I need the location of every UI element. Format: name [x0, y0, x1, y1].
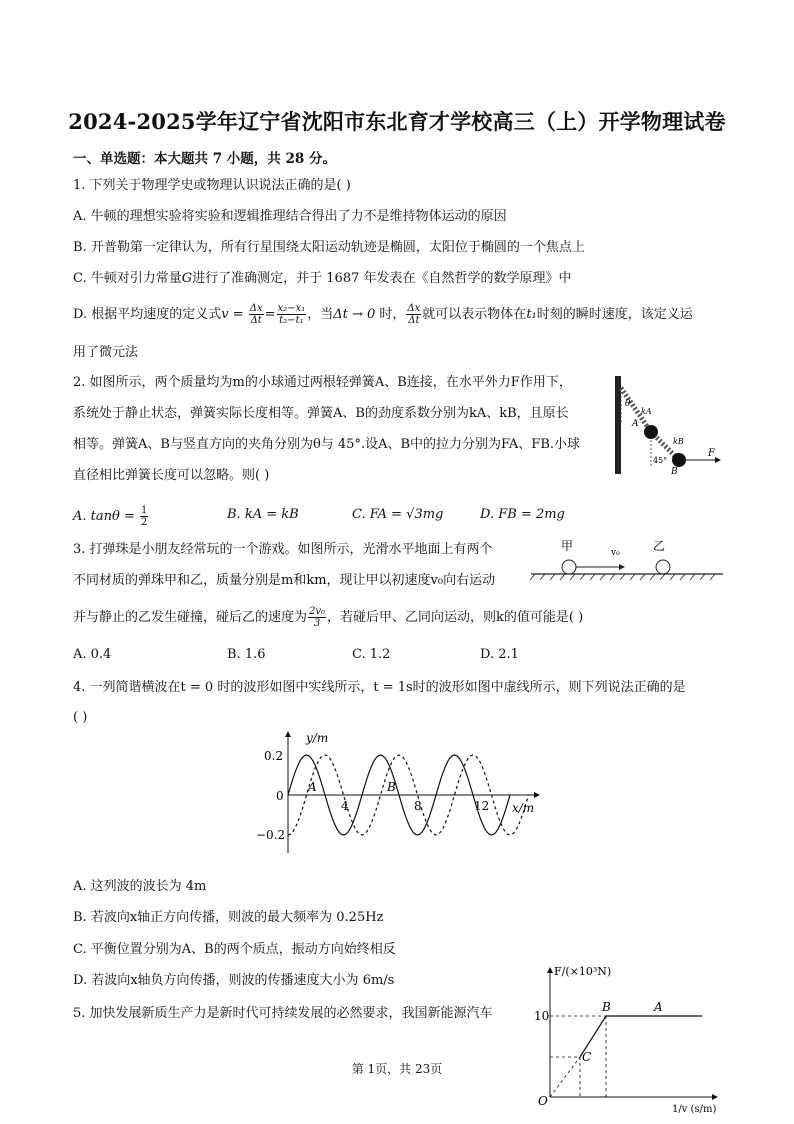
q1-c-var: G	[181, 271, 193, 286]
q1-option-d	[73, 303, 693, 326]
marble-jia	[562, 560, 576, 574]
y-axis-label: y/m	[306, 731, 329, 745]
q4-option-a: A. 这列波的波长为 4m	[73, 879, 207, 894]
q1-d-t1: t₁	[526, 307, 537, 322]
f-y-axis-arrow	[547, 967, 553, 973]
x-tick-8: 8	[414, 799, 422, 813]
q1-d-f3-den: Δt	[408, 315, 420, 326]
q3-option-a: A. 0.4	[73, 647, 112, 662]
q3-frac-num: 2v₀	[309, 606, 326, 617]
q1-d-cond: Δt → 0	[333, 307, 376, 322]
q1-d-post2: 时刻的瞬时速度，该定义运	[536, 307, 693, 322]
q1-stem: 1. 下列关于物理学史或物理认识说法正确的是( )	[73, 178, 351, 193]
label-ka: kA	[641, 407, 652, 416]
label-f: F	[708, 448, 715, 459]
q4-option-c: C. 平衡位置分别为A、B的两个质点，振动方向始终相反	[73, 942, 396, 957]
force-velocity-chart	[522, 962, 727, 1124]
q3-option-d: D. 2.1	[480, 647, 519, 662]
f-point-b: B	[602, 1000, 611, 1014]
point-a-label: A	[308, 780, 317, 794]
q2-a-num: 1	[141, 505, 148, 516]
label-yi: 乙	[653, 539, 666, 553]
wave-chart	[244, 728, 549, 858]
ball-upper	[644, 425, 658, 439]
marbles-figure	[527, 537, 727, 585]
marble-yi	[656, 560, 670, 574]
q3-line3-pre: 并与静止的乙发生碰撞，碰后乙的速度为	[73, 610, 308, 625]
point-b-label: B	[387, 780, 396, 794]
q3-option-b: B. 1.6	[227, 647, 266, 662]
label-b: B	[671, 467, 678, 476]
label-kb: kB	[673, 437, 684, 446]
q3-frac-den: 3	[313, 618, 321, 629]
y-tick-zero: 0	[276, 789, 284, 803]
x-tick-4: 4	[341, 799, 349, 813]
q1-d-f3-num: Δx	[407, 303, 421, 314]
velocity-arrowhead	[619, 564, 625, 570]
q3-line2: 不同材质的弹珠甲和乙，质量分别是m和km，现让甲以初速度v₀向右运动	[73, 573, 496, 588]
q1-c-post: 进行了准确测定，并于 1687 年发表在《自然哲学的数学原理》中	[192, 271, 572, 286]
q1-option-a: A. 牛顿的理想实验将实验和逻辑推理结合得出了力不是维持物体运动的原因	[73, 209, 507, 224]
label-jia: 甲	[561, 539, 574, 553]
f-point-c: C	[582, 1050, 592, 1064]
q1-d-frac1	[249, 303, 264, 326]
f-y-label: F/(×10³N)	[554, 965, 612, 978]
label-a: A	[632, 419, 639, 429]
q2-option-a	[73, 505, 149, 528]
label-theta: θ	[625, 399, 631, 409]
q1-d-pre: D. 根据平均速度的定义式	[73, 307, 222, 322]
page-title: 2024-2025学年辽宁省沈阳市东北育才学校高三（上）开学物理试卷	[68, 109, 726, 134]
q3-frac	[308, 606, 326, 629]
f-x-axis-arrow	[712, 1094, 718, 1100]
y-tick-top: 0.2	[264, 749, 284, 763]
q1-option-b: B. 开普勒第一定律认为，所有行星围绕太阳运动轨迹是椭圆，太阳位于椭圆的一个焦点上	[73, 240, 585, 255]
y-axis-arrow	[285, 731, 291, 737]
label-45: 45°	[653, 456, 668, 465]
q1-d-frac3	[406, 303, 421, 326]
ground-hatch	[530, 574, 715, 580]
x-tick-12: 12	[474, 799, 490, 813]
q2-line1: 2. 如图所示，两个质量均为m的小球通过两根轻弹簧A、B连接，在水平外力F作用下，	[73, 375, 572, 390]
q4-option-d: D. 若波向x轴负方向传播，则波的传播速度大小为 6m/s	[73, 973, 395, 988]
f-x-label: 1/v (s/m)	[672, 1104, 717, 1115]
y-tick-bottom: −0.2	[256, 828, 286, 842]
q4-option-b: B. 若波向x轴正方向传播，则波的最大频率为 0.25Hz	[73, 910, 384, 925]
q5-line1: 5. 加快发展新质生产力是新时代可持续发展的必然要求，我国新能源汽车	[73, 1006, 493, 1021]
q2-line3: 相等。弹簧A、B与竖直方向的夹角分别为θ与 45°.设A、B中的拉力分别为FA、FB.小球	[73, 437, 581, 452]
q1-d-eq: v =	[221, 307, 244, 322]
spring-balls-figure	[605, 374, 730, 476]
q1-d-mid2: 时，	[375, 307, 406, 322]
q2-line4: 直径相比弹簧长度可以忽略。则( )	[73, 468, 270, 483]
q3-line1: 3. 打弹珠是小朋友经常玩的一个游戏。如图所示，光滑水平地面上有两个	[73, 542, 493, 557]
f-point-a: A	[654, 1000, 663, 1014]
q1-d-eq2: =	[264, 307, 276, 322]
q2-a-den: 2	[141, 517, 148, 528]
q1-d-f2-den: t₂−t₁	[279, 315, 304, 326]
q4-line1: 4. 一列简谐横波在t = 0 时的波形如图中实线所示，t = 1s时的波形如图中虚线所示，则下列说法正确的是	[73, 680, 686, 695]
q3-line3-post: ，若碰后甲、乙同向运动，则k的值可能是( )	[327, 610, 584, 625]
label-v0: v₀	[611, 548, 620, 558]
q1-d-f1-num: Δx	[249, 303, 263, 314]
q1-option-c	[73, 269, 572, 289]
q2-line2: 系统处于静止状态，弹簧实际长度相等。弹簧A、B的劲度系数分别为kA、kB，且原长	[73, 406, 569, 421]
q1-d-mid: ，当	[307, 307, 334, 322]
page-footer: 第 1页，共 23页	[351, 1062, 443, 1076]
q2-option-d: D. FB = 2mg	[480, 507, 565, 522]
f-y-tick-10: 10	[534, 1009, 550, 1023]
q1-d-post: 就可以表示物体在	[422, 307, 527, 322]
force-arrowhead	[715, 457, 721, 463]
q2-option-b: B. kA = kB	[227, 507, 299, 522]
q2-option-c: C. FA = √3mg	[352, 507, 444, 522]
x-axis-label: x/m	[512, 801, 535, 815]
q1-c-pre: C. 牛顿对引力常量	[73, 271, 182, 286]
wave-axes	[285, 731, 540, 853]
ball-lower	[672, 453, 686, 467]
q1-option-d-line2: 用了微元法	[73, 345, 139, 360]
q1-d-f2-num: x₂−x₁	[277, 303, 306, 314]
q1-d-frac2	[277, 303, 307, 326]
q3-line3	[73, 606, 583, 629]
q4-line2: ( )	[73, 710, 88, 725]
section-heading: 一、单选题：本大题共 7 小题，共 28 分。	[73, 151, 336, 167]
x-axis-arrow	[534, 792, 540, 798]
q1-d-f1-den: Δt	[250, 315, 262, 326]
f-origin: O	[538, 1094, 548, 1108]
q2-a-pre: A. tanθ =	[73, 509, 135, 524]
q3-option-c: C. 1.2	[352, 647, 391, 662]
q2-a-frac	[140, 505, 148, 528]
